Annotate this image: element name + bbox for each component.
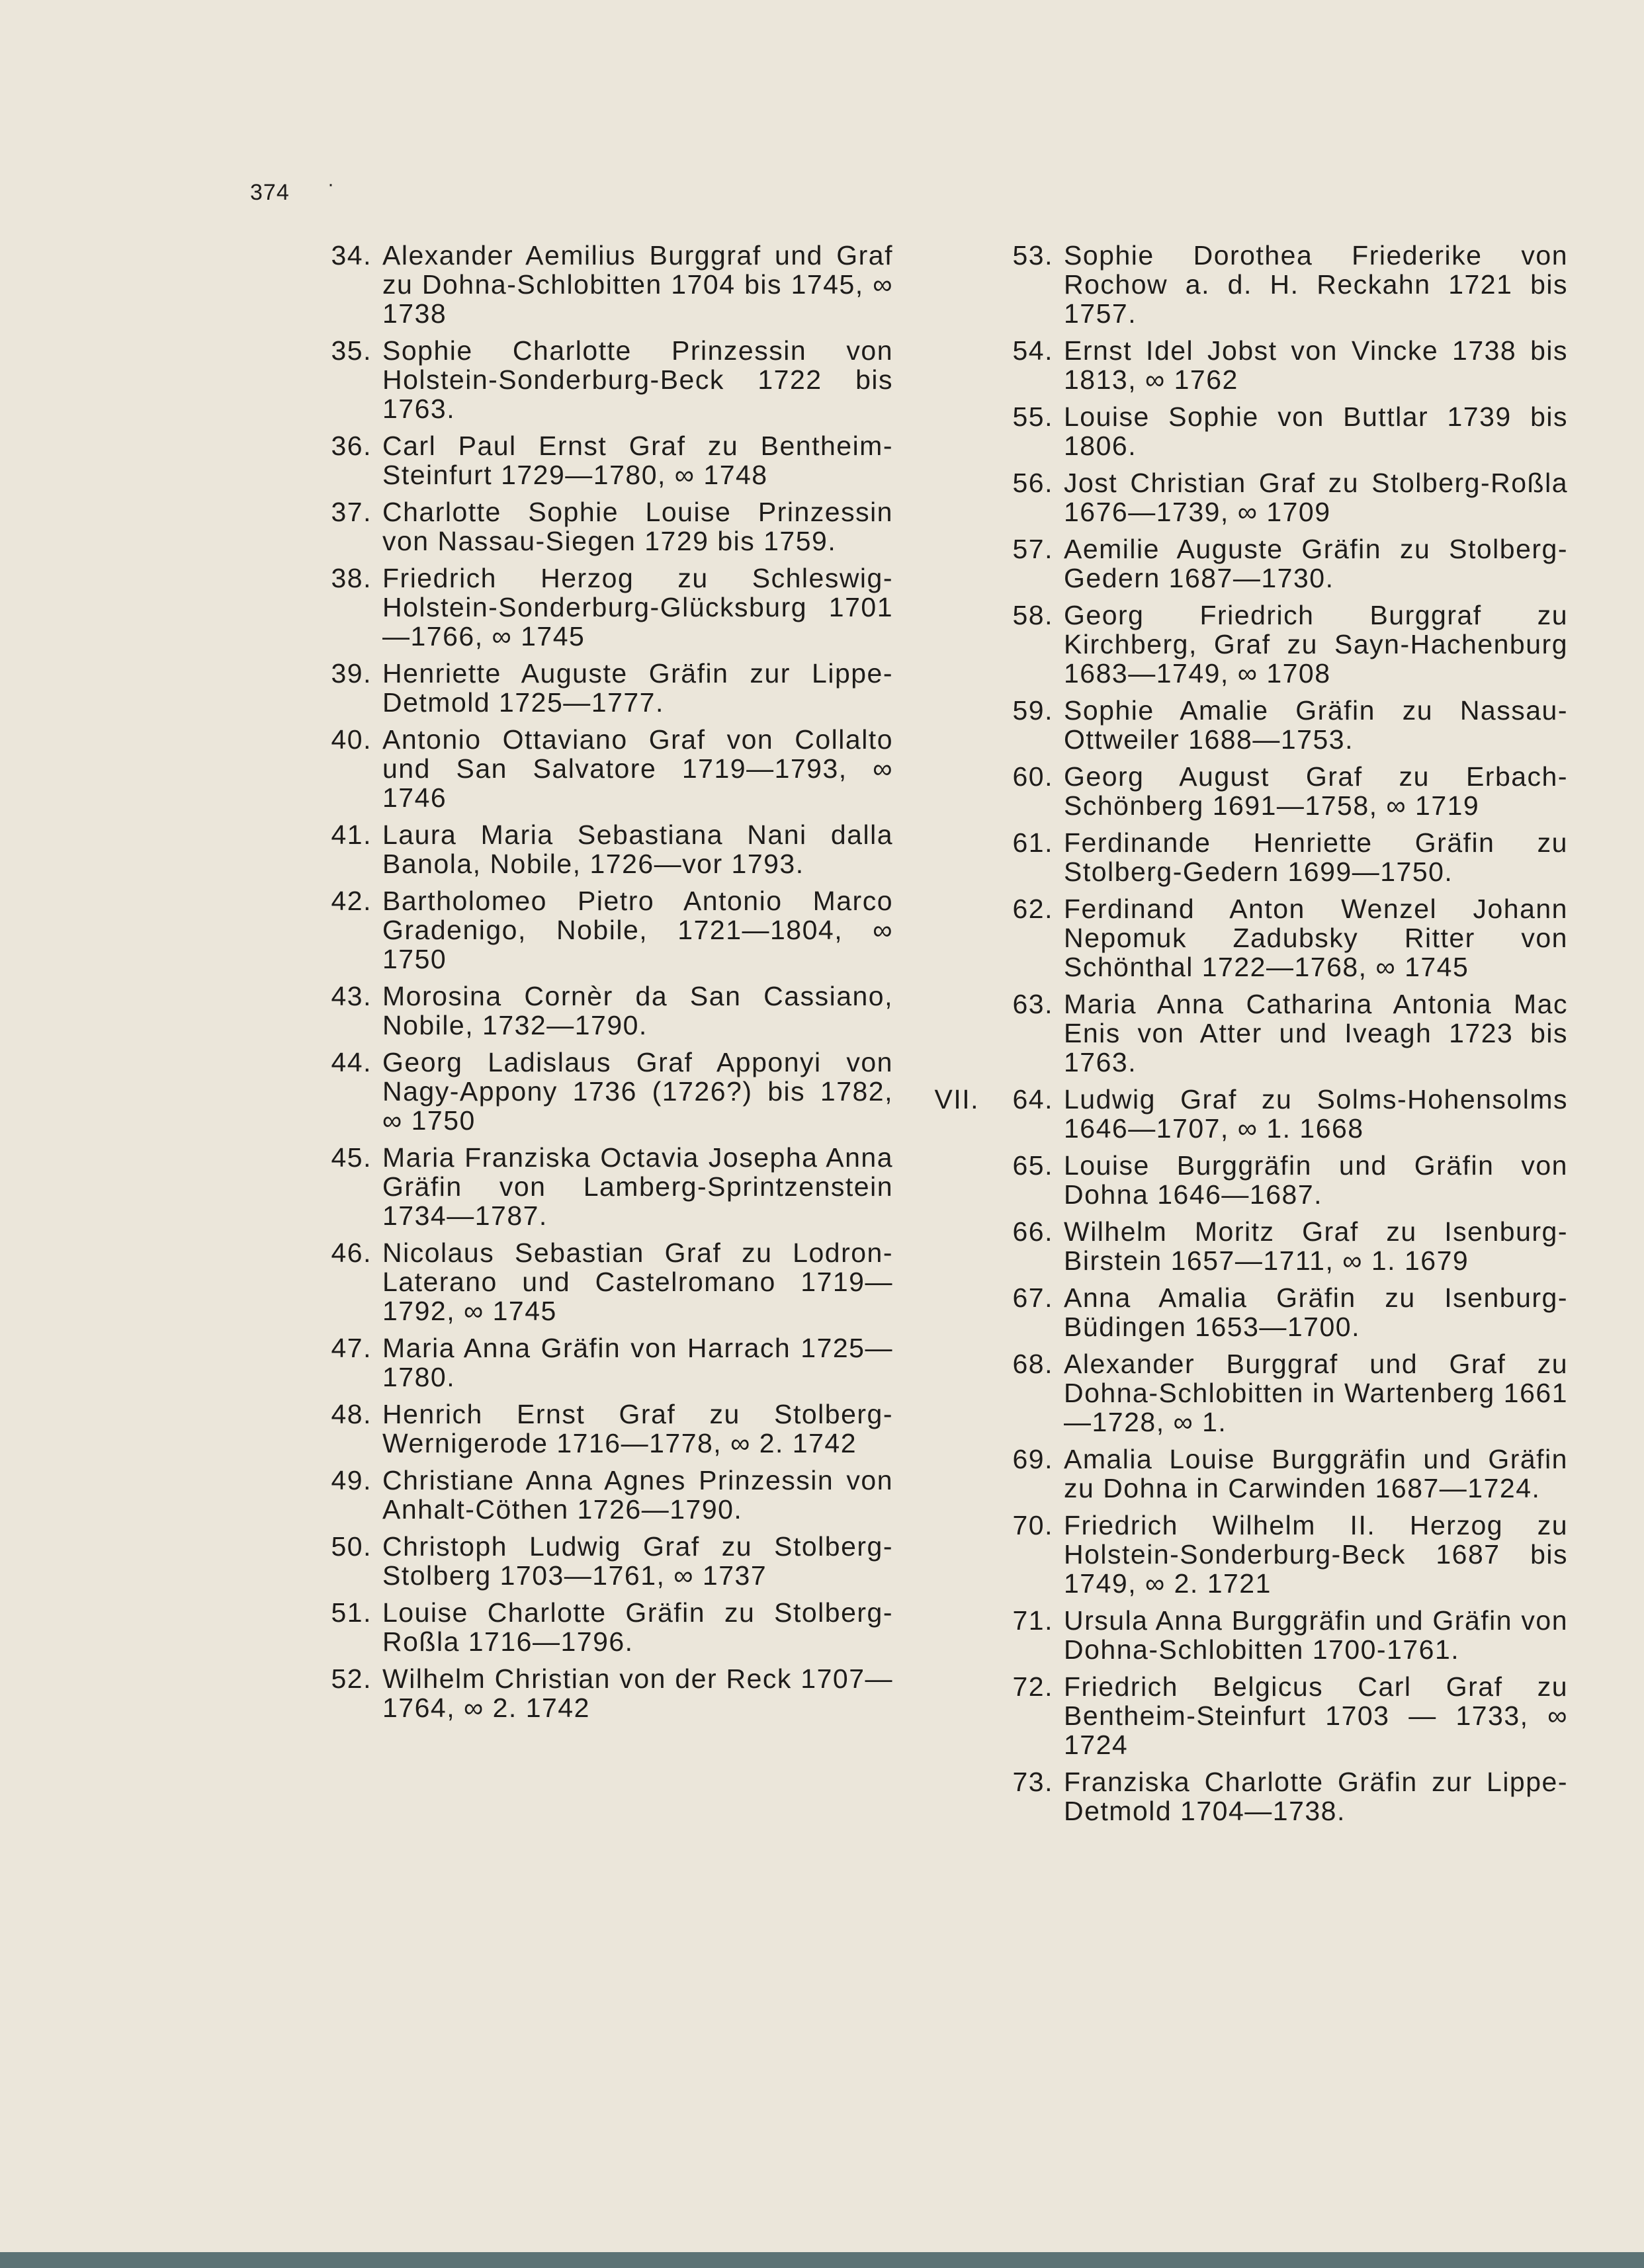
genealogy-entry <box>992 601 1568 688</box>
right-column <box>934 240 1568 1833</box>
genealogy-entry <box>311 336 893 423</box>
entry-number: 46. <box>331 1238 372 1268</box>
genealogy-entry <box>992 1151 1568 1209</box>
entry-text: Ferdinand Anton Wenzel Johann Nepomuk Zadubsky Ritter von Schönthal 1722—1768, ∞ 1745 <box>1064 894 1568 982</box>
entry-text: Charlotte Sophie Louise Prinzessin von Nassau-Siegen 1729 bis 1759. <box>382 497 893 556</box>
entry-number: 52. <box>331 1663 372 1694</box>
entry-number: 65. <box>1012 1150 1053 1181</box>
entry-number: 73. <box>1012 1767 1053 1797</box>
genealogy-entry <box>311 886 893 974</box>
genealogy-entry <box>992 894 1568 982</box>
entry-text: Christiane Anna Agnes Prinzessin von Anhalt-Cöthen 1726—1790. <box>382 1465 893 1525</box>
entry-text: Sophie Dorothea Friederike von Rochow a. d. H. Reckahn 1721 bis 1757. <box>1064 240 1568 329</box>
genealogy-entry <box>311 659 893 717</box>
entry-text: Louise Burggräfin und Gräfin von Dohna 1646—1687. <box>1064 1150 1568 1210</box>
entry-text: Georg August Graf zu Erbach-Schönberg 1691—1758, ∞ 1719 <box>1064 761 1568 821</box>
entry-text: Anna Amalia Gräfin zu Isenburg-Büdingen 1653—1700. <box>1064 1282 1568 1342</box>
left-column <box>311 241 893 1730</box>
entry-text: Ursula Anna Burggräfin und Gräfin von Dohna-Schlobitten 1700-1761. <box>1064 1605 1568 1665</box>
entry-number: 50. <box>331 1531 372 1562</box>
entry-text: Franziska Charlotte Gräfin zur Lippe-Detmold 1704—1738. <box>1064 1767 1568 1826</box>
entry-text: Henrich Ernst Graf zu Stolberg-Wernigerode 1716—1778, ∞ 2. 1742 <box>382 1399 893 1458</box>
generation-marker: VII. <box>934 1084 979 1114</box>
entry-number: 64. <box>1012 1084 1053 1114</box>
entry-number: 45. <box>331 1142 372 1173</box>
entry-number: 43. <box>331 981 372 1011</box>
entry-text: Friedrich Belgicus Carl Graf zu Bentheim-Steinfurt 1703 — 1733, ∞ 1724 <box>1064 1671 1568 1760</box>
entry-number: 51. <box>331 1597 372 1628</box>
entry-text: Georg Friedrich Burggraf zu Kirchberg, Graf zu Sayn-Hachenburg 1683—1749, ∞ 1708 <box>1064 600 1568 689</box>
entry-number: 40. <box>331 724 372 755</box>
genealogy-entry <box>311 820 893 878</box>
entry-text: Louise Charlotte Gräfin zu Stolberg-Roßla 1716—1796. <box>382 1597 893 1657</box>
entry-number: 39. <box>331 658 372 689</box>
genealogy-entry <box>992 1672 1568 1759</box>
page-number: 374 <box>250 180 290 205</box>
entry-number: 34. <box>331 240 372 271</box>
entry-text: Maria Anna Catharina Antonia Mac Enis von Atter und Iveagh 1723 bis 1763. <box>1064 989 1568 1077</box>
entry-text: Laura Maria Sebastiana Nani dalla Banola, Nobile, 1726—vor 1793. <box>382 819 893 879</box>
entry-number: 59. <box>1012 695 1053 726</box>
genealogy-entry <box>311 1664 893 1722</box>
genealogy-entry <box>992 1511 1568 1598</box>
entry-number: 47. <box>331 1333 372 1363</box>
entry-text: Morosina Cornèr da San Cassiano, Nobile, 1732—1790. <box>382 981 893 1040</box>
entry-text: Georg Ladislaus Graf Apponyi von Nagy-Appony 1736 (1726?) bis 1782, ∞ 1750 <box>382 1047 893 1136</box>
entry-number: 42. <box>331 886 372 916</box>
genealogy-entry <box>311 725 893 812</box>
genealogy-entry <box>311 1143 893 1230</box>
genealogy-entry <box>934 1084 1568 1144</box>
genealogy-entry <box>992 402 1568 460</box>
genealogy-entry <box>992 696 1568 754</box>
genealogy-entry <box>992 762 1568 820</box>
genealogy-entry <box>992 1349 1568 1437</box>
entry-number: 41. <box>331 819 372 850</box>
genealogy-entry <box>311 564 893 651</box>
genealogy-entry <box>311 1400 893 1458</box>
genealogy-entry <box>311 1466 893 1524</box>
genealogy-entry <box>992 336 1568 394</box>
entry-number: 60. <box>1012 761 1053 792</box>
entry-number: 61. <box>1012 827 1053 858</box>
entry-text: Ferdinande Henriette Gräfin zu Stolberg-Gedern 1699—1750. <box>1064 827 1568 887</box>
entry-text: Alexander Aemilius Burggraf und Graf zu Dohna-Schlobitten 1704 bis 1745, ∞ 1738 <box>382 240 893 329</box>
genealogy-entry <box>992 989 1568 1077</box>
entry-text: Maria Franziska Octavia Josepha Anna Gräfin von Lamberg-Sprintzenstein 1734—1787. <box>382 1142 893 1231</box>
entry-text: Jost Christian Graf zu Stolberg-Roßla 1676—1739, ∞ 1709 <box>1064 468 1568 527</box>
entry-number: 49. <box>331 1465 372 1495</box>
entry-number: 69. <box>1012 1444 1053 1474</box>
genealogy-entry <box>992 828 1568 886</box>
entry-number: 66. <box>1012 1216 1053 1247</box>
genealogy-entry <box>992 1217 1568 1275</box>
entry-number: 67. <box>1012 1282 1053 1313</box>
entry-number: 44. <box>331 1047 372 1077</box>
entry-text: Sophie Amalie Gräfin zu Nassau-Ottweiler 1688—1753. <box>1064 695 1568 755</box>
entry-text: Nicolaus Sebastian Graf zu Lodron-Laterano und Castelromano 1719—1792, ∞ 1745 <box>382 1238 893 1326</box>
genealogy-entry <box>992 1445 1568 1503</box>
entry-number: 36. <box>331 431 372 461</box>
entry-number: 56. <box>1012 468 1053 498</box>
entry-number: 72. <box>1012 1671 1053 1702</box>
entry-text: Carl Paul Ernst Graf zu Bentheim-Steinfurt 1729—1780, ∞ 1748 <box>382 431 893 490</box>
entry-text: Louise Sophie von Buttlar 1739 bis 1806. <box>1064 401 1568 461</box>
genealogy-entry <box>311 1048 893 1135</box>
entry-text: Amalia Louise Burggräfin und Gräfin zu Dohna in Carwinden 1687—1724. <box>1064 1444 1568 1503</box>
entry-text: Christoph Ludwig Graf zu Stolberg-Stolberg 1703—1761, ∞ 1737 <box>382 1531 893 1591</box>
entry-text: Bartholomeo Pietro Antonio Marco Gradenigo, Nobile, 1721—1804, ∞ 1750 <box>382 886 893 974</box>
entry-number: 37. <box>331 497 372 527</box>
genealogy-entry <box>992 468 1568 526</box>
entry-number: 38. <box>331 563 372 593</box>
entry-text: Ernst Idel Jobst von Vincke 1738 bis 1813, ∞ 1762 <box>1064 335 1568 395</box>
genealogy-entry <box>992 1606 1568 1664</box>
entry-text: Wilhelm Christian von der Reck 1707—1764, ∞ 2. 1742 <box>382 1663 893 1723</box>
entry-number: 54. <box>1012 335 1053 366</box>
entry-number: 71. <box>1012 1605 1053 1636</box>
genealogy-entry <box>992 1767 1568 1826</box>
genealogy-entry <box>311 241 893 328</box>
entry-number: 62. <box>1012 894 1053 924</box>
entry-number: 55. <box>1012 401 1053 432</box>
genealogy-entry <box>311 1532 893 1590</box>
entry-text: Maria Anna Gräfin von Harrach 1725—1780. <box>382 1333 893 1392</box>
entry-number: 70. <box>1012 1510 1053 1540</box>
entry-number: 63. <box>1012 989 1053 1019</box>
entry-text: Henriette Auguste Gräfin zur Lippe-Detmold 1725—1777. <box>382 658 893 718</box>
entry-number: 53. <box>1012 240 1053 271</box>
entry-text: Aemilie Auguste Gräfin zu Stolberg-Gedern 1687—1730. <box>1064 534 1568 593</box>
entry-text: Ludwig Graf zu Solms-Hohensolms 1646—1707, ∞ 1. 1668 <box>1064 1084 1568 1144</box>
genealogy-entry <box>311 1598 893 1656</box>
entry-number: 58. <box>1012 600 1053 630</box>
entry-number: 35. <box>331 335 372 366</box>
entry-text: Alexander Burggraf und Graf zu Dohna-Schlobitten in Wartenberg 1661—1728, ∞ 1. <box>1064 1349 1568 1437</box>
page-mark: · <box>327 173 334 195</box>
entry-number: 57. <box>1012 534 1053 564</box>
entry-text: Friedrich Herzog zu Schleswig-Holstein-Sonderburg-Glücksburg 1701—1766, ∞ 1745 <box>382 563 893 651</box>
entry-text: Friedrich Wilhelm II. Herzog zu Holstein-Sonderburg-Beck 1687 bis 1749, ∞ 2. 1721 <box>1064 1510 1568 1599</box>
genealogy-entry <box>992 534 1568 593</box>
genealogy-entry <box>311 431 893 489</box>
entry-text: Antonio Ottaviano Graf von Collalto und San Salvatore 1719—1793, ∞ 1746 <box>382 724 893 813</box>
entry-number: 48. <box>331 1399 372 1429</box>
genealogy-entry <box>311 1238 893 1325</box>
entry-text: Sophie Charlotte Prinzessin von Holstein-Sonderburg-Beck 1722 bis 1763. <box>382 335 893 424</box>
genealogy-entry <box>311 982 893 1040</box>
genealogy-entry <box>992 241 1568 328</box>
entry-number: 68. <box>1012 1349 1053 1379</box>
entry-text: Wilhelm Moritz Graf zu Isenburg-Birstein 1657—1711, ∞ 1. 1679 <box>1064 1216 1568 1276</box>
genealogy-entry <box>311 1333 893 1392</box>
genealogy-entry <box>992 1283 1568 1341</box>
scan-edge-band <box>0 2252 1644 2268</box>
genealogy-entry <box>311 497 893 556</box>
